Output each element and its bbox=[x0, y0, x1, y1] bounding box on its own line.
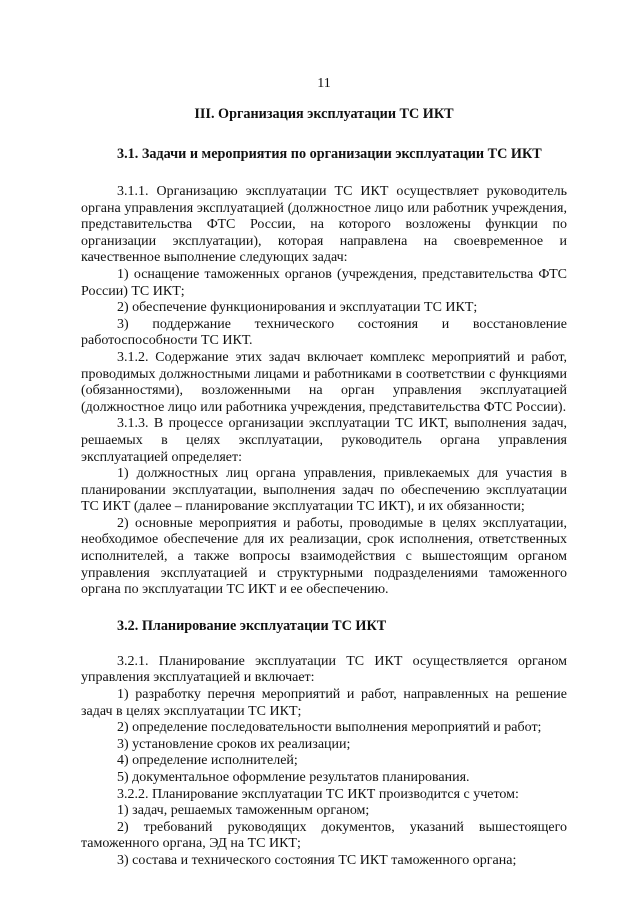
paragraph: 3.2.2. Планирование эксплуатации ТС ИКТ производится с учетом: bbox=[117, 786, 519, 802]
paragraph: 3.1.1. Организацию эксплуатации ТС ИКТ осуществляет руководитель органа управления эксплуатацией (должностное лицо или работник учреждения, представительства ФТС России, на которого возложены функции по организации эксплуатации), которая направлена на своевременное и качественное выполнение следующих задач: bbox=[81, 184, 567, 266]
list-item: 1) разработку перечня мероприятий и работ, направленных на решение задач в целях эксплуатации ТС ИКТ; bbox=[81, 687, 567, 719]
paragraph: 3.1.3. В процессе организации эксплуатации ТС ИКТ, выполнения задач, решаемых в целях эксплуатации, руководитель органа управления эксплуатацией определяет: bbox=[81, 416, 567, 465]
list-item: 5) документальное оформление результатов планирования. bbox=[117, 770, 470, 785]
subsection-title-3-2: 3.2. Планирование эксплуатации ТС ИКТ bbox=[117, 617, 387, 634]
list-item: 2) основные мероприятия и работы, проводимые в целях эксплуатации, необходимое обеспечение для их реализации, срок исполнения, ответственных исполнителей, а также вопросы взаимодействия с вышестоящим органом управления эксплуатацией и структурными подразделениями таможенного органа по эксплуатации ТС ИКТ и ее обеспечению. bbox=[81, 515, 567, 598]
list-item: 3) установление сроков их реализации; bbox=[117, 736, 351, 752]
page-content bbox=[81, 76, 567, 870]
list-item: 4) определение исполнителей; bbox=[117, 753, 298, 769]
page-number: 11 bbox=[317, 76, 331, 91]
section-title: III. Организация эксплуатации ТС ИКТ bbox=[194, 106, 454, 122]
list-item: 2) обеспечение функционирования и эксплуатации ТС ИКТ; bbox=[117, 300, 478, 316]
list-item: 1) должностных лиц органа управления, привлекаемых для участия в планировании эксплуатации, выполнения задач по обеспечению эксплуатации ТС ИКТ (далее – планирование эксплуатации ТС ИКТ), и их обязанности; bbox=[81, 466, 567, 515]
list-item: 1) задач, решаемых таможенным органом; bbox=[117, 803, 370, 819]
paragraph: 3.2.1. Планирование эксплуатации ТС ИКТ осуществляется органом управления эксплуатацией и включает: bbox=[81, 653, 567, 686]
list-item: 3) состава и технического состояния ТС ИКТ таможенного органа; bbox=[117, 852, 517, 868]
list-item: 1) оснащение таможенных органов (учреждения, представительства ФТС России) ТС ИКТ; bbox=[81, 266, 567, 299]
list-item: 3) поддержание технического состояния и восстановление работоспособности ТС ИКТ. bbox=[81, 316, 567, 349]
list-item: 2) определение последовательности выполнения мероприятий и работ; bbox=[117, 720, 542, 736]
list-item: 2) требований руководящих документов, указаний вышестоящего таможенного органа, ЭД на ТС ИКТ; bbox=[81, 819, 567, 852]
paragraph: 3.1.2. Содержание этих задач включает комплекс мероприятий и работ, проводимых должностными лицами и работниками в соответствии с функциями (обязанностями), возложенными на орган управления эксплуатацией (должностное лицо или работника учреждения, представительства ФТС России). bbox=[81, 349, 567, 415]
subsection-title-3-1: 3.1. Задачи и мероприятия по организации эксплуатации ТС ИКТ bbox=[117, 146, 542, 162]
